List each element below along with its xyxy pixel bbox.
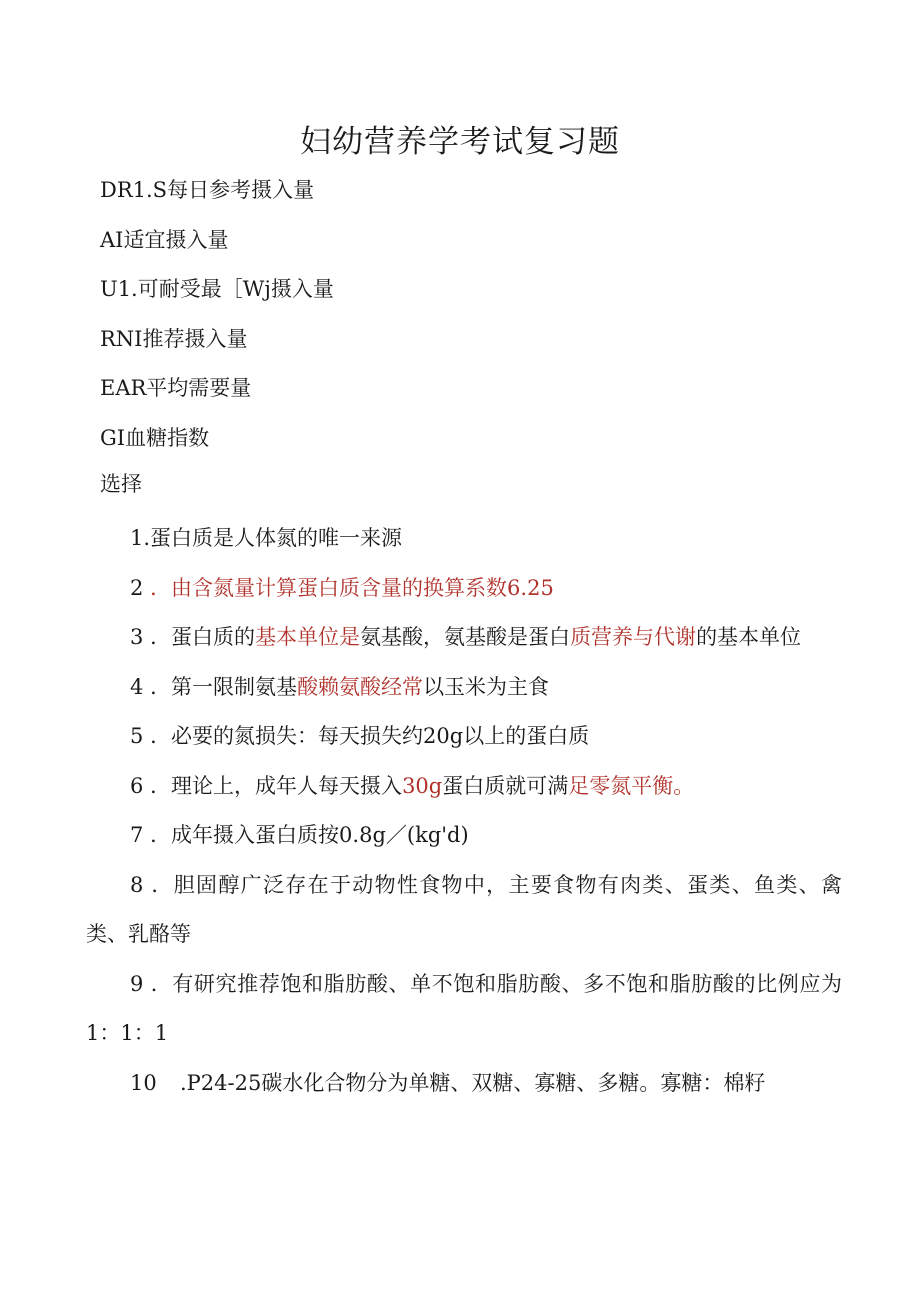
- item-number: 7: [130, 823, 144, 847]
- item-number: 3: [130, 625, 144, 649]
- definition-ear: EAR平均需要量: [100, 376, 252, 400]
- item-text-highlight: 30g: [402, 773, 443, 798]
- list-item: [86, 811, 842, 861]
- item-number: 5: [130, 724, 144, 748]
- item-text-highlight: 基本单位是: [255, 625, 361, 649]
- item-text-highlight: 质营养与代谢: [570, 625, 697, 649]
- item-text: ．有研究推荐饱和脂肪酸、单不饱和脂肪酸、多不饱和脂肪酸的比例应为1：1：1: [86, 971, 842, 1045]
- item-text: 以玉米为主食: [423, 674, 550, 699]
- definition-rni: RNI推荐摄入量: [100, 326, 248, 351]
- item-number: 8: [130, 872, 144, 897]
- page-title: 妇幼营养学考试复习题: [300, 124, 620, 160]
- item-text: ．成年摄入蛋白质按0.8g／(kg'd): [150, 823, 469, 847]
- item-text: 蛋白质就可满: [442, 773, 569, 798]
- definition-dris: DR1.S每日参考摄入量: [100, 178, 315, 202]
- item-number: 6: [130, 773, 144, 798]
- item-text-highlight: ．由含氮量计算蛋白质含量的换算系数6.25: [150, 575, 554, 600]
- item-text: 氨基酸，氨基酸是蛋白: [360, 625, 571, 649]
- list-item: [86, 712, 842, 762]
- item-number: 1.: [130, 526, 151, 550]
- definition-ul: U1.可耐受最［Wj摄入量: [100, 277, 334, 301]
- item-text: ．理论上，成年人每天摄入: [150, 773, 403, 798]
- list-item: [86, 564, 842, 614]
- item-text: ．蛋白质的: [150, 625, 256, 649]
- item-text-highlight: 足零氮平衡。: [568, 773, 695, 798]
- item-text: ．第一限制氨基: [150, 674, 298, 699]
- definition-ai: AI适宜摄入量: [100, 227, 229, 252]
- question-list: [86, 514, 842, 1108]
- list-item: [86, 861, 842, 960]
- item-number: 4: [130, 674, 144, 699]
- item-text: 蛋白质是人体氮的唯一来源: [150, 526, 403, 550]
- section-label: 选择: [100, 472, 142, 496]
- list-item: [86, 960, 842, 1059]
- item-text: .P24-25碳水化合物分为单糖、双糖、寡糖、多糖。寡糖：棉籽: [180, 1070, 766, 1095]
- item-text: ．胆固醇广泛存在于动物性食物中，主要食物有肉类、蛋类、鱼类、禽类、乳酪等: [86, 872, 842, 946]
- list-item: [86, 514, 842, 564]
- item-number: 9: [130, 971, 144, 996]
- list-item: [86, 663, 842, 713]
- list-item: [86, 1059, 842, 1109]
- list-item: [86, 762, 842, 812]
- item-number: 10: [130, 1070, 157, 1095]
- definitions-list: [100, 170, 334, 467]
- list-item: [86, 613, 842, 663]
- item-text: 的基本单位: [696, 625, 802, 649]
- item-text: ．必要的氮损失：每天损失约20g以上的蛋白质: [150, 724, 590, 748]
- item-number: 2: [130, 575, 144, 600]
- item-text-highlight: 酸赖氨酸经常: [297, 674, 424, 699]
- definition-gi: GI血糖指数: [100, 425, 210, 450]
